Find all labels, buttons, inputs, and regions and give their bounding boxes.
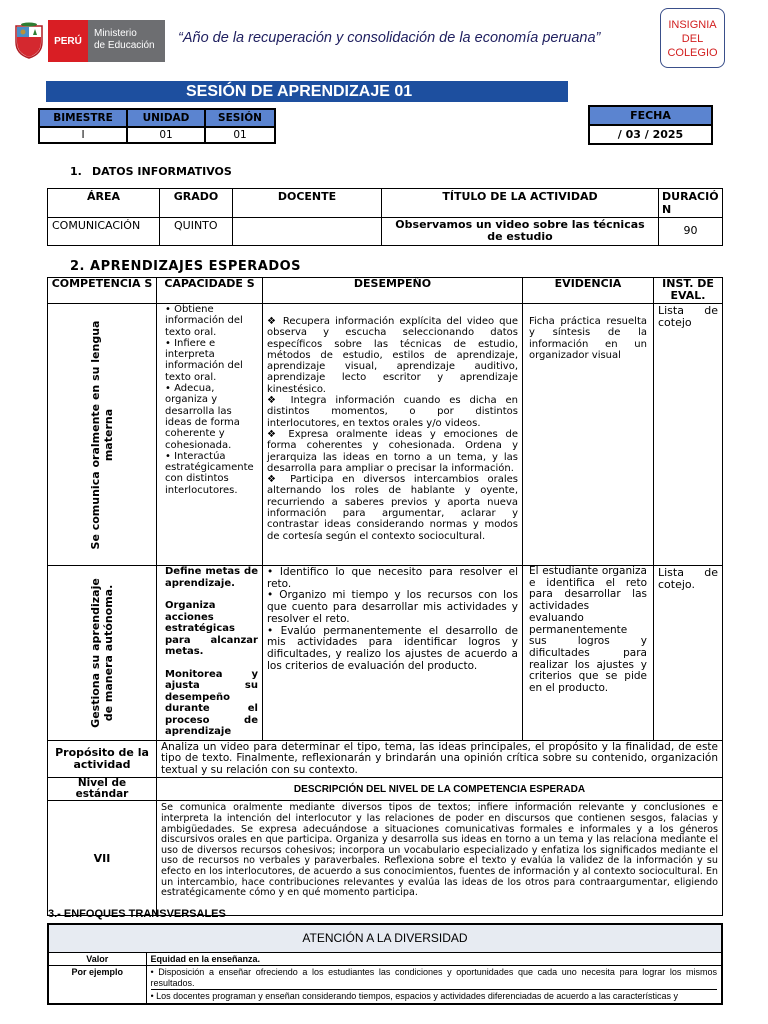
competencia-autonoma-line2: de manera autónoma. [102,584,115,722]
capacidad-item: • Obtiene información del texto oral. [165,304,243,338]
area-value: COMUNICACIÓN [48,218,160,246]
instrumento-header: INST. DE EVAL. [654,278,723,304]
estandar-row [48,801,723,916]
minedu-logo [10,20,165,62]
ejemplo-label: Por ejemplo [48,966,146,1005]
desempeno-header: DESEMPEÑO [263,278,523,304]
competencia-autonoma-line1: Gestiona su aprendizaje [89,578,102,728]
evidencia-header: EVIDENCIA [523,278,654,304]
grado-value: QUINTO [160,218,233,246]
valor-label: Valor [48,952,146,966]
sesion-header: SESIÓN [205,109,275,127]
desempeno-item: • Organizo mi tiempo y los recursos con los que cuento para desarrollar mis actividades y resolver el reto. [267,589,518,625]
area-header: ÁREA [48,189,160,218]
capacidades-header: CAPACIDADE S [157,278,263,304]
competencia-oral-line2: materna [102,408,115,461]
enfoque-title: ATENCIÓN A LA DIVERSIDAD [48,924,722,952]
competencia-oral-cell [48,304,157,566]
competencia-oral-line1: Se comunica oralmente en su lengua [89,320,102,549]
titulo-value: Observamos un video sobre las técnicas de estudio [382,218,659,246]
estandar-label: Nivel de estándar [48,777,157,801]
duracion-header: DURACIÓ N [659,189,723,218]
docente-value [233,218,382,246]
session-title: SESIÓN DE APRENDIZAJE 01 [46,81,568,102]
evidencia-autonoma-cell: El estudiante organiza e identifica el reto para desarrollar las actividades evaluando permanentemente sus logros y dificultades para realizar los ajustes y criterios que se pide en el producto. [523,566,654,741]
ejemplo-item: • Disposición a enseñar ofreciendo a los estudiantes las condiciones y oportunidades que cada uno necesita para lograr los mismos resultados. [151,966,718,990]
ejemplo-item: • Los docentes programan y enseñan considerando tiempos, espacios y actividades diferenciadas de acuerdo a las características y [150,991,678,1001]
grado-header: GRADO [160,189,233,218]
estandar-description-header: DESCRIPCIÓN DEL NIVEL DE LA COMPETENCIA ESPERADA [157,777,723,801]
titulo-header: TÍTULO DE LA ACTIVIDAD [382,189,659,218]
capacidad-item: Monitorea y ajusta su desempeño durante el proceso de aprendizaje [165,668,258,737]
valor-value: Equidad en la enseñanza. [146,952,722,966]
capacidad-item: Organiza acciones estratégicas para alcanzar metas. [165,600,258,657]
bimestre-value: I [39,127,127,143]
competencia-row-autonoma [48,566,723,741]
enfoques-transversales-table [47,923,723,1005]
school-insignia-placeholder: INSIGNIA DEL COLEGIO [660,8,725,68]
proposito-text: Analiza un video para determinar el tipo, tema, las ideas principales, el propósito y la finalidad, de este tipo de texto. Finalmente, reflexionarán y brindarán una opinión crítica sobre su contenido, organización textual y su relación con su contexto. [157,741,723,778]
proposito-row [48,741,723,778]
desempenos-autonoma-cell [263,566,523,741]
desempeno-item: ❖ Expresa oralmente ideas y emociones de forma coherentes y cohesionada. Ordena y jerarquiza las ideas en torno a un tema, y las desarrolla para ampliar o precisar la información. [267,428,518,474]
desempenos-oral-cell [263,304,523,566]
section-enfoques-heading: 3.- ENFOQUES TRANSVERSALES [48,908,226,920]
capacidades-oral-cell [157,304,263,566]
proposito-label: Propósito de la actividad [48,741,157,778]
unidad-value: 01 [127,127,205,143]
capacidad-item: Define metas de aprendizaje. [165,566,258,589]
desempeno-item: • Evalúo permanentemente el desarrollo de mis actividades para identificar logros y dificultades, y realizo los ajustes de acuerdo a los criterios de evaluación del producto. [267,624,518,672]
docente-header: DOCENTE [233,189,382,218]
competencia-autonoma-cell [48,566,157,741]
fecha-value: / 03 / 2025 [589,125,712,144]
bimestre-header: BIMESTRE [39,109,127,127]
nivel-value: VII [48,801,157,916]
desempeno-item: • Identifico lo que necesito para resolver el reto. [267,566,518,590]
capacidad-item: • Interactúa estratégicamente con distintos interlocutores. [165,450,254,496]
aprendizajes-esperados-table [47,277,723,916]
desempeno-item: ❖ Participa en diversos intercambios orales alternando los roles de hablante y oyente, recurriendo a saberes previos y aporta nueva información para argumentar, aclarar y contrastar ideas considerando normas y modos de cortesía según el contexto sociocultural. [267,474,518,542]
bimestre-unidad-sesion-table [38,108,276,144]
unidad-header: UNIDAD [127,109,205,127]
competencias-header: COMPETENCIA S [48,278,157,304]
desempeno-item: ❖ Recupera información explícita del video que observa y escucha seleccionando datos específicos sobre las técnicas de estudio, métodos de estudio, estilos de aprendizaje, aprendizaje visual, aprendizaje auditivo, aprendizaje lecto escritor y aprendizaje kinestésico. [267,316,518,395]
capacidad-item: • Infiere e interpreta información del texto oral. [165,337,243,383]
duracion-value: 90 [659,218,723,246]
peru-label: PERÚ [48,20,88,62]
nivel-description: Se comunica oralmente mediante diversos tipos de textos; infiere información relevante y conclusiones e interpreta la intención del interlocutor y las relaciones de poder en discursos que contienen sesgos, falacias y ambigüedades. Se expresa adecuándose a situaciones comunicativas formales e informales y a los géneros discursivos orales en que participa. Organiza y desarrolla sus ideas en torno a un tema y las relaciona mediante el uso de diversos recursos cohesivos; incorpora un vocabulario especializado y enfatiza los significados mediante el uso de recursos no verbales y paraverbales. Reflexiona sobre el texto y evalúa la validez de la información y su efecto en los interlocutores, de acuerdo a sus conocimientos, fuentes de información y al contexto sociocultural. En un intercambio, hace contribuciones relevantes y evalúa las ideas de los otros para contraargumentar, eligiendo estratégicamente cómo y en qué momento participa. [157,801,723,916]
evidencia-oral-cell: Ficha práctica resuelta y síntesis de la información en un organizador visual [523,304,654,566]
section-datos-informativos-heading: 1. DATOS INFORMATIVOS [70,165,232,178]
competencia-row-oral [48,304,723,566]
fecha-header: FECHA [589,106,712,125]
datos-informativos-table [47,188,723,246]
fecha-table [588,105,713,145]
instrumento-autonoma-cell: Lista de cotejo. [654,566,723,741]
capacidad-item: • Adecua, organiza y desarrolla las ideas de forma coherente y cohesionada. [165,383,240,451]
sesion-value: 01 [205,127,275,143]
section-aprendizajes-heading: 2. APRENDIZAJES ESPERADOS [70,259,302,274]
capacidades-autonoma-cell [157,566,263,741]
instrumento-oral-cell: Lista de cotejo [654,304,723,566]
estandar-header-row [48,777,723,801]
desempeno-item: ❖ Integra información cuando es dicha en distintos momentos, o por distintos interlocutores, en textos orales y/o videos. [267,395,518,429]
peru-coat-of-arms-icon [10,20,48,62]
year-slogan: “Año de la recuperación y consolidación de la economía peruana” [178,30,601,46]
ministry-label: Ministerio de Educación [88,20,165,62]
ejemplo-cell [146,966,722,1005]
